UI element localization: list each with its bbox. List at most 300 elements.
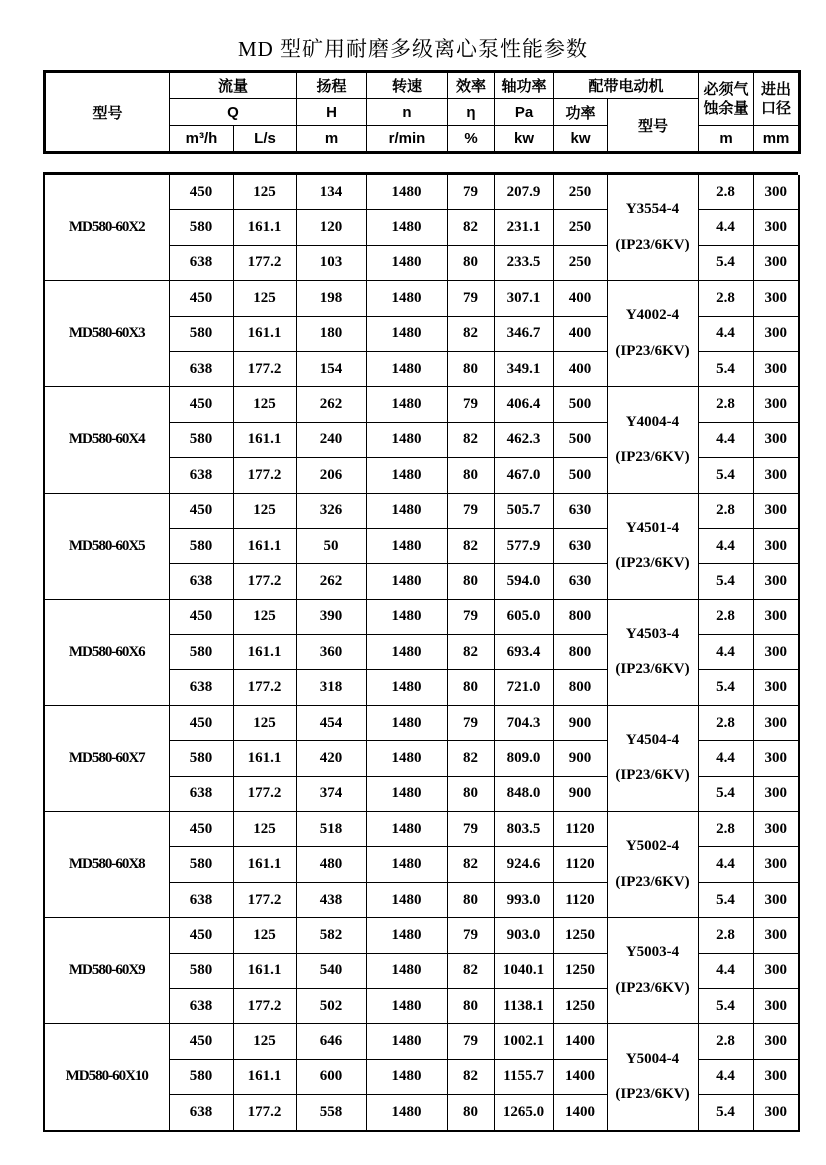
header-shaft-power-cell: 轴功率 (495, 72, 554, 99)
motor-power-cell: 800 (553, 599, 607, 634)
npsh-cell: 4.4 (698, 210, 753, 245)
shaft-power-cell: 605.0 (494, 599, 553, 634)
header-speed-unit-cell: r/min (367, 126, 448, 153)
speed-cell: 1480 (366, 281, 447, 316)
table-row (44, 918, 799, 953)
motor-power-cell: 250 (553, 210, 607, 245)
head-cell: 454 (296, 705, 366, 740)
header-motor-model-cell: 型号 (608, 99, 699, 153)
npsh-cell: 4.4 (698, 741, 753, 776)
shaft-power-cell: 207.9 (494, 175, 553, 210)
flow-ls-cell: 177.2 (233, 564, 296, 599)
motor-power-cell: 1400 (553, 1024, 607, 1059)
speed-cell: 1480 (366, 245, 447, 280)
table-row (44, 387, 799, 422)
npsh-cell: 4.4 (698, 1059, 753, 1094)
flow-ls-cell: 125 (233, 812, 296, 847)
npsh-cell: 4.4 (698, 528, 753, 563)
flow-m3h-cell: 450 (169, 705, 233, 740)
shaft-power-cell: 349.1 (494, 351, 553, 386)
shaft-power-cell: 1040.1 (494, 953, 553, 988)
motor-power-cell: 800 (553, 635, 607, 670)
flow-m3h-cell: 450 (169, 387, 233, 422)
diameter-cell: 300 (753, 564, 799, 599)
page-title: MD 型矿用耐磨多级离心泵性能参数 (237, 37, 589, 61)
shaft-power-cell: 693.4 (494, 635, 553, 670)
diameter-cell: 300 (753, 635, 799, 670)
efficiency-cell: 80 (447, 458, 494, 493)
npsh-cell: 5.4 (698, 245, 753, 280)
flow-ls-cell: 161.1 (233, 635, 296, 670)
efficiency-cell: 82 (447, 1059, 494, 1094)
npsh-cell: 2.8 (698, 281, 753, 316)
flow-m3h-cell: 580 (169, 316, 233, 351)
flow-m3h-cell: 638 (169, 564, 233, 599)
motor-power-cell: 900 (553, 705, 607, 740)
npsh-cell: 5.4 (698, 351, 753, 386)
flow-m3h-cell: 638 (169, 988, 233, 1023)
pump-model-cell: MD580-60X2 (44, 175, 169, 281)
flow-m3h-cell: 580 (169, 210, 233, 245)
flow-m3h-cell: 638 (169, 351, 233, 386)
npsh-cell: 2.8 (698, 918, 753, 953)
shaft-power-cell: 704.3 (494, 705, 553, 740)
diameter-cell: 300 (753, 422, 799, 457)
head-cell: 134 (296, 175, 366, 210)
npsh-cell: 4.4 (698, 422, 753, 457)
flow-ls-cell: 161.1 (233, 953, 296, 988)
head-cell: 240 (296, 422, 366, 457)
motor-model-cell (607, 493, 698, 599)
motor-model-cell (607, 599, 698, 705)
speed-cell: 1480 (366, 988, 447, 1023)
speed-cell: 1480 (366, 351, 447, 386)
header-row-1 (45, 72, 800, 99)
header-diameter-unit-cell: mm (754, 126, 800, 153)
shaft-power-cell: 809.0 (494, 741, 553, 776)
flow-ls-cell: 177.2 (233, 1095, 296, 1131)
flow-m3h-cell: 450 (169, 175, 233, 210)
shaft-power-cell: 231.1 (494, 210, 553, 245)
head-cell: 154 (296, 351, 366, 386)
efficiency-cell: 82 (447, 741, 494, 776)
header-flow-unit-m3h-cell: m³/h (170, 126, 234, 153)
motor-model-cell (607, 387, 698, 493)
motor-ip-line: (IP23/6KV) (615, 661, 690, 678)
header-motor-power-cell: 功率 (554, 99, 608, 126)
table-row (44, 1024, 799, 1059)
motor-power-cell: 630 (553, 493, 607, 528)
flow-m3h-cell: 638 (169, 458, 233, 493)
motor-power-cell: 1250 (553, 988, 607, 1023)
pump-model-cell: MD580-60X9 (44, 918, 169, 1024)
speed-cell: 1480 (366, 564, 447, 599)
head-cell: 262 (296, 387, 366, 422)
diameter-cell: 300 (753, 670, 799, 705)
header-flow-cell: 流量 (170, 72, 297, 99)
motor-power-cell: 630 (553, 564, 607, 599)
motor-power-cell: 500 (553, 387, 607, 422)
motor-model-cell (607, 918, 698, 1024)
speed-cell: 1480 (366, 918, 447, 953)
diameter-cell: 300 (753, 458, 799, 493)
head-cell: 50 (296, 528, 366, 563)
shaft-power-cell: 1265.0 (494, 1095, 553, 1131)
flow-m3h-cell: 580 (169, 422, 233, 457)
diameter-cell: 300 (753, 918, 799, 953)
flow-m3h-cell: 450 (169, 599, 233, 634)
diameter-cell: 300 (753, 599, 799, 634)
flow-m3h-cell: 580 (169, 528, 233, 563)
header-speed-symbol-cell: n (367, 99, 448, 126)
flow-ls-cell: 161.1 (233, 741, 296, 776)
flow-ls-cell: 177.2 (233, 351, 296, 386)
motor-power-cell: 1120 (553, 812, 607, 847)
table-row (44, 175, 799, 210)
pump-model-cell: MD580-60X10 (44, 1024, 169, 1131)
flow-ls-cell: 125 (233, 281, 296, 316)
flow-ls-cell: 161.1 (233, 847, 296, 882)
diameter-cell: 300 (753, 847, 799, 882)
efficiency-cell: 79 (447, 599, 494, 634)
npsh-cell: 4.4 (698, 847, 753, 882)
efficiency-cell: 80 (447, 351, 494, 386)
efficiency-cell: 80 (447, 245, 494, 280)
shaft-power-cell: 462.3 (494, 422, 553, 457)
motor-model-cell (607, 1024, 698, 1131)
flow-ls-cell: 125 (233, 599, 296, 634)
speed-cell: 1480 (366, 882, 447, 917)
pump-model-cell: MD580-60X8 (44, 812, 169, 918)
head-cell: 360 (296, 635, 366, 670)
diameter-cell: 300 (753, 281, 799, 316)
motor-ip-line: (IP23/6KV) (615, 342, 690, 359)
diameter-cell: 300 (753, 1095, 799, 1131)
diameter-cell: 300 (753, 988, 799, 1023)
diameter-cell: 300 (753, 776, 799, 811)
speed-cell: 1480 (366, 493, 447, 528)
flow-ls-cell: 125 (233, 387, 296, 422)
diameter-cell: 300 (753, 210, 799, 245)
header-diameter-cell: 进出口径 (754, 72, 800, 126)
head-cell: 582 (296, 918, 366, 953)
motor-power-cell: 1250 (553, 918, 607, 953)
flow-m3h-cell: 450 (169, 281, 233, 316)
flow-m3h-cell: 638 (169, 882, 233, 917)
motor-power-cell: 250 (553, 175, 607, 210)
flow-ls-cell: 177.2 (233, 670, 296, 705)
npsh-cell: 5.4 (698, 564, 753, 599)
header-head-unit-cell: m (297, 126, 367, 153)
npsh-cell: 2.8 (698, 175, 753, 210)
head-cell: 206 (296, 458, 366, 493)
motor-power-cell: 1250 (553, 953, 607, 988)
diameter-cell: 300 (753, 351, 799, 386)
table-row (44, 599, 799, 634)
shaft-power-cell: 1002.1 (494, 1024, 553, 1059)
speed-cell: 1480 (366, 458, 447, 493)
flow-ls-cell: 177.2 (233, 776, 296, 811)
npsh-cell: 5.4 (698, 458, 753, 493)
head-cell: 558 (296, 1095, 366, 1131)
npsh-cell: 2.8 (698, 1024, 753, 1059)
efficiency-cell: 82 (447, 210, 494, 245)
data-table (43, 175, 800, 1132)
shaft-power-cell: 594.0 (494, 564, 553, 599)
shaft-power-cell: 467.0 (494, 458, 553, 493)
motor-model-line: Y4503-4 (625, 625, 680, 642)
header-table (43, 70, 801, 154)
head-cell: 480 (296, 847, 366, 882)
diameter-cell: 300 (753, 953, 799, 988)
speed-cell: 1480 (366, 528, 447, 563)
head-cell: 374 (296, 776, 366, 811)
flow-m3h-cell: 638 (169, 245, 233, 280)
head-cell: 198 (296, 281, 366, 316)
header-motor-power-unit-cell: kw (554, 126, 608, 153)
flow-m3h-cell: 580 (169, 741, 233, 776)
efficiency-cell: 80 (447, 882, 494, 917)
flow-ls-cell: 125 (233, 918, 296, 953)
shaft-power-cell: 577.9 (494, 528, 553, 563)
efficiency-cell: 79 (447, 175, 494, 210)
motor-model-cell (607, 175, 698, 281)
speed-cell: 1480 (366, 1095, 447, 1131)
flow-ls-cell: 125 (233, 1024, 296, 1059)
flow-ls-cell: 161.1 (233, 316, 296, 351)
diameter-cell: 300 (753, 528, 799, 563)
motor-model-line: Y5002-4 (625, 838, 680, 855)
table-row (44, 281, 799, 316)
speed-cell: 1480 (366, 741, 447, 776)
motor-power-cell: 250 (553, 245, 607, 280)
motor-model-line: Y4501-4 (625, 519, 680, 536)
table-row (44, 493, 799, 528)
flow-ls-cell: 177.2 (233, 882, 296, 917)
head-cell: 600 (296, 1059, 366, 1094)
diameter-cell: 300 (753, 741, 799, 776)
header-pump-model-cell: 型号 (45, 72, 170, 153)
diameter-cell: 300 (753, 245, 799, 280)
motor-power-cell: 400 (553, 351, 607, 386)
speed-cell: 1480 (366, 776, 447, 811)
table-row (44, 812, 799, 847)
npsh-cell: 5.4 (698, 670, 753, 705)
efficiency-cell: 79 (447, 1024, 494, 1059)
header-shaft-power-unit-cell: kw (495, 126, 554, 153)
npsh-cell: 2.8 (698, 812, 753, 847)
header-npsh-cell: 必须气蚀余量 (699, 72, 754, 126)
header-head-symbol-cell: H (297, 99, 367, 126)
flow-ls-cell: 161.1 (233, 422, 296, 457)
header-efficiency-unit-cell: % (448, 126, 495, 153)
pump-model-cell: MD580-60X6 (44, 599, 169, 705)
efficiency-cell: 79 (447, 812, 494, 847)
npsh-cell: 2.8 (698, 705, 753, 740)
motor-model-cell (607, 812, 698, 918)
npsh-cell: 4.4 (698, 635, 753, 670)
motor-model-cell (607, 281, 698, 387)
efficiency-cell: 82 (447, 422, 494, 457)
diameter-cell: 300 (753, 387, 799, 422)
head-cell: 420 (296, 741, 366, 776)
header-speed-cell: 转速 (367, 72, 448, 99)
efficiency-cell: 80 (447, 564, 494, 599)
speed-cell: 1480 (366, 635, 447, 670)
efficiency-cell: 80 (447, 1095, 494, 1131)
flow-m3h-cell: 450 (169, 493, 233, 528)
motor-power-cell: 1400 (553, 1095, 607, 1131)
shaft-power-cell: 346.7 (494, 316, 553, 351)
flow-ls-cell: 161.1 (233, 1059, 296, 1094)
header-npsh-unit-cell: m (699, 126, 754, 153)
npsh-cell: 4.4 (698, 953, 753, 988)
header-shaft-power-symbol-cell: Pa (495, 99, 554, 126)
shaft-power-cell: 505.7 (494, 493, 553, 528)
motor-model-line: Y4002-4 (625, 307, 680, 324)
speed-cell: 1480 (366, 953, 447, 988)
head-cell: 326 (296, 493, 366, 528)
motor-power-cell: 630 (553, 528, 607, 563)
speed-cell: 1480 (366, 670, 447, 705)
data-table-body (44, 175, 799, 1131)
flow-m3h-cell: 580 (169, 635, 233, 670)
efficiency-cell: 79 (447, 387, 494, 422)
shaft-power-cell: 406.4 (494, 387, 553, 422)
speed-cell: 1480 (366, 175, 447, 210)
motor-power-cell: 500 (553, 458, 607, 493)
diameter-cell: 300 (753, 1059, 799, 1094)
flow-ls-cell: 177.2 (233, 458, 296, 493)
diameter-cell: 300 (753, 1024, 799, 1059)
head-cell: 180 (296, 316, 366, 351)
motor-power-cell: 400 (553, 281, 607, 316)
shaft-power-cell: 1155.7 (494, 1059, 553, 1094)
motor-ip-line: (IP23/6KV) (615, 1085, 690, 1102)
header-flow-symbol-cell: Q (170, 99, 297, 126)
motor-ip-line: (IP23/6KV) (615, 979, 690, 996)
speed-cell: 1480 (366, 316, 447, 351)
motor-model-line: Y4504-4 (625, 732, 680, 749)
speed-cell: 1480 (366, 387, 447, 422)
diameter-cell: 300 (753, 812, 799, 847)
pump-model-cell: MD580-60X4 (44, 387, 169, 493)
motor-power-cell: 500 (553, 422, 607, 457)
motor-model-line: Y4004-4 (625, 413, 680, 430)
pump-model-cell: MD580-60X3 (44, 281, 169, 387)
efficiency-cell: 82 (447, 635, 494, 670)
head-cell: 540 (296, 953, 366, 988)
header-flow-unit-ls-cell: L/s (234, 126, 297, 153)
npsh-cell: 2.8 (698, 599, 753, 634)
motor-model-line: Y3554-4 (625, 201, 680, 218)
shaft-power-cell: 924.6 (494, 847, 553, 882)
shaft-power-cell: 848.0 (494, 776, 553, 811)
motor-model-line: Y5003-4 (625, 944, 680, 961)
diameter-cell: 300 (753, 882, 799, 917)
efficiency-cell: 79 (447, 493, 494, 528)
speed-cell: 1480 (366, 210, 447, 245)
speed-cell: 1480 (366, 422, 447, 457)
head-cell: 103 (296, 245, 366, 280)
speed-cell: 1480 (366, 705, 447, 740)
diameter-cell: 300 (753, 316, 799, 351)
flow-m3h-cell: 450 (169, 1024, 233, 1059)
npsh-cell: 5.4 (698, 988, 753, 1023)
flow-ls-cell: 177.2 (233, 988, 296, 1023)
efficiency-cell: 79 (447, 918, 494, 953)
motor-model-line: Y5004-4 (625, 1050, 680, 1067)
efficiency-cell: 82 (447, 847, 494, 882)
header-motor-cell: 配带电动机 (554, 72, 699, 99)
head-cell: 518 (296, 812, 366, 847)
header-efficiency-symbol-cell: η (448, 99, 495, 126)
motor-ip-line: (IP23/6KV) (615, 555, 690, 572)
table-row (44, 705, 799, 740)
npsh-cell: 5.4 (698, 882, 753, 917)
efficiency-cell: 79 (447, 281, 494, 316)
head-cell: 438 (296, 882, 366, 917)
flow-m3h-cell: 450 (169, 918, 233, 953)
header-efficiency-cell: 效率 (448, 72, 495, 99)
head-cell: 646 (296, 1024, 366, 1059)
diameter-cell: 300 (753, 175, 799, 210)
flow-m3h-cell: 638 (169, 670, 233, 705)
motor-ip-line: (IP23/6KV) (615, 236, 690, 253)
flow-ls-cell: 177.2 (233, 245, 296, 280)
head-cell: 120 (296, 210, 366, 245)
flow-ls-cell: 161.1 (233, 528, 296, 563)
flow-m3h-cell: 580 (169, 953, 233, 988)
flow-m3h-cell: 580 (169, 847, 233, 882)
npsh-cell: 4.4 (698, 316, 753, 351)
motor-ip-line: (IP23/6KV) (615, 767, 690, 784)
flow-m3h-cell: 450 (169, 812, 233, 847)
efficiency-cell: 80 (447, 988, 494, 1023)
motor-power-cell: 1120 (553, 882, 607, 917)
efficiency-cell: 82 (447, 528, 494, 563)
speed-cell: 1480 (366, 847, 447, 882)
head-cell: 502 (296, 988, 366, 1023)
flow-ls-cell: 125 (233, 705, 296, 740)
efficiency-cell: 82 (447, 953, 494, 988)
motor-power-cell: 900 (553, 741, 607, 776)
diameter-cell: 300 (753, 705, 799, 740)
motor-power-cell: 900 (553, 776, 607, 811)
shaft-power-cell: 233.5 (494, 245, 553, 280)
flow-m3h-cell: 638 (169, 1095, 233, 1131)
shaft-power-cell: 803.5 (494, 812, 553, 847)
shaft-power-cell: 307.1 (494, 281, 553, 316)
npsh-cell: 2.8 (698, 387, 753, 422)
motor-power-cell: 1120 (553, 847, 607, 882)
pump-model-cell: MD580-60X5 (44, 493, 169, 599)
shaft-power-cell: 903.0 (494, 918, 553, 953)
data-table-wrapper (43, 172, 798, 1132)
motor-power-cell: 400 (553, 316, 607, 351)
header-head-cell: 扬程 (297, 72, 367, 99)
motor-ip-line: (IP23/6KV) (615, 448, 690, 465)
npsh-cell: 5.4 (698, 776, 753, 811)
flow-m3h-cell: 638 (169, 776, 233, 811)
head-cell: 390 (296, 599, 366, 634)
motor-ip-line: (IP23/6KV) (615, 873, 690, 890)
motor-power-cell: 1400 (553, 1059, 607, 1094)
efficiency-cell: 80 (447, 776, 494, 811)
head-cell: 262 (296, 564, 366, 599)
shaft-power-cell: 721.0 (494, 670, 553, 705)
head-cell: 318 (296, 670, 366, 705)
